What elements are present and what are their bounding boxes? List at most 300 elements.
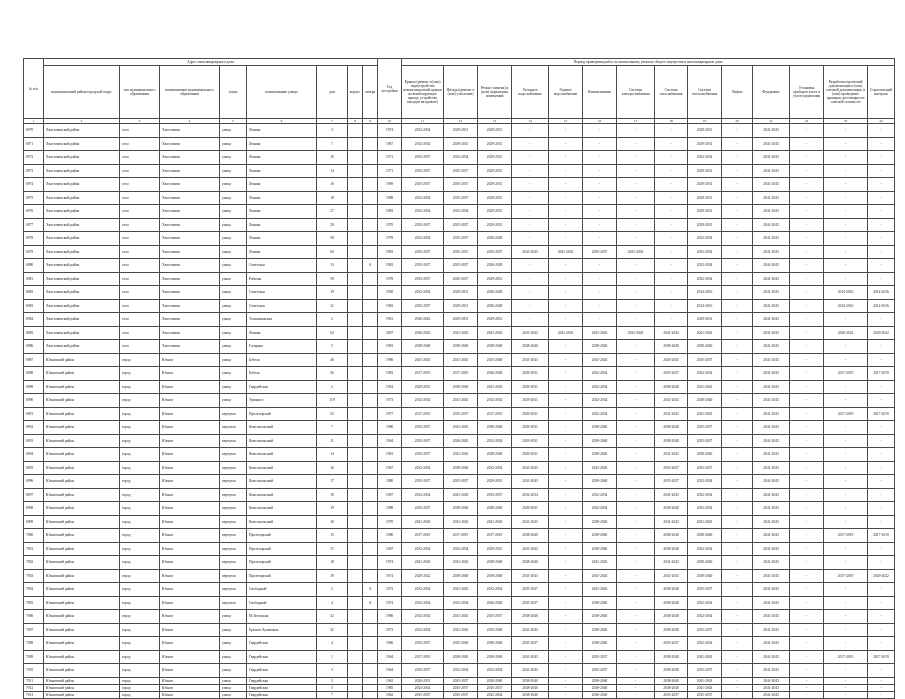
column-number-cell: 6 (247, 119, 317, 124)
table-cell: 2038-2040 (655, 502, 688, 516)
table-cell (348, 124, 363, 138)
table-cell: город (120, 583, 160, 597)
table-cell: 7 (317, 137, 348, 151)
table-cell: 2038-2040 (655, 596, 688, 610)
table-cell: 2035-2037 (688, 421, 722, 435)
table-cell: - (583, 313, 617, 327)
table-cell: - (868, 353, 895, 367)
table-cell: - (722, 610, 753, 624)
table-cell: - (583, 259, 617, 273)
table-cell: Юхнов (160, 515, 220, 529)
table-cell: 1974 (378, 556, 402, 570)
table-cell: 2032-2034 (402, 205, 444, 219)
table-cell: город (120, 380, 160, 394)
table-row (24, 542, 895, 556)
table-cell: Хвастовичи (160, 151, 220, 165)
table-cell (348, 583, 363, 597)
table-cell: 1974 (378, 596, 402, 610)
table-cell: 2035-2037 (444, 691, 478, 698)
table-cell (348, 164, 363, 178)
table-cell: город (120, 569, 160, 583)
table-cell: - (617, 218, 655, 232)
table-row (24, 272, 895, 286)
table-cell: 2041-2043 (549, 245, 583, 259)
table-cell: 2041-2043 (753, 164, 790, 178)
table-cell: - (868, 556, 895, 570)
table-cell: 2041-2043 (753, 326, 790, 340)
table-cell: 1993 (378, 245, 402, 259)
table-cell: Тельмановская (247, 313, 317, 327)
column-number-cell: 12 (444, 119, 478, 124)
table-cell: 2041-2043 (444, 623, 478, 637)
table-cell: 2041-2043 (444, 448, 478, 462)
table-cell: 119 (317, 394, 348, 408)
table-cell: - (790, 245, 824, 259)
column-number-cell: 14 (512, 119, 549, 124)
table-cell: Юхнов (160, 367, 220, 381)
table-cell: - (824, 623, 868, 637)
table-cell: - (655, 164, 688, 178)
table-cell: город (120, 596, 160, 610)
table-cell: 2041-2043 (753, 340, 790, 354)
table-cell: город (120, 421, 160, 435)
table-cell: - (583, 178, 617, 192)
table-cell: - (512, 272, 549, 286)
table-cell: - (824, 137, 868, 151)
table-cell: 2038-2040 (655, 677, 688, 684)
table-cell: А (363, 259, 378, 273)
table-cell: Юхновский район (44, 448, 120, 462)
table-cell: 1973 (378, 394, 402, 408)
table-cell: - (655, 272, 688, 286)
table-cell: - (790, 691, 824, 698)
table-cell: - (868, 340, 895, 354)
table-cell: 2029-2031 (444, 286, 478, 300)
table-cell: город (120, 691, 160, 698)
table-cell: улица (220, 691, 247, 698)
table-cell: - (549, 218, 583, 232)
table-cell: 2038-2040 (478, 637, 512, 651)
table-cell: Юхновский район (44, 515, 120, 529)
table-cell: переулок (220, 475, 247, 489)
table-cell: 2026-2028 (478, 596, 512, 610)
table-row (24, 326, 895, 340)
table-cell: 1978 (378, 272, 402, 286)
table-cell: 32 (317, 623, 348, 637)
table-cell: 2038-2040 (655, 650, 688, 664)
table-cell: 2032-2034 (688, 610, 722, 624)
table-cell: Пролетарский (247, 569, 317, 583)
table-cell: 2029-2031 (444, 137, 478, 151)
table-cell: - (583, 137, 617, 151)
table-cell: село (120, 178, 160, 192)
table-cell: - (868, 542, 895, 556)
table-cell: - (583, 232, 617, 246)
table-cell (363, 488, 378, 502)
table-cell: 2041-2043 (512, 542, 549, 556)
table-cell: 2032-2034 (402, 124, 444, 138)
repair-period-group-header: Период проведения работ по капитальному ремонту общего имущества в многоквартирном доме (402, 59, 895, 66)
table-cell: 2035-2037 (402, 218, 444, 232)
table-cell: 2035-2037 (655, 475, 688, 489)
table-cell: 6974 (24, 178, 44, 192)
col-header-22: Установка приборов учета и узлов управления (790, 66, 824, 119)
table-row (24, 596, 895, 610)
table-cell: 2020-2022 (402, 569, 444, 583)
table-cell: 2038-2040 (688, 448, 722, 462)
table-cell: - (617, 664, 655, 678)
table-cell: 2035-2040 (478, 623, 512, 637)
table-cell: 2041-2043 (753, 299, 790, 313)
table-cell: - (824, 340, 868, 354)
table-cell: Юхнов (160, 380, 220, 394)
table-cell (363, 610, 378, 624)
table-cell: 2032-2034 (402, 610, 444, 624)
table-cell: 2038-2040 (444, 502, 478, 516)
table-cell: 2035-2037 (444, 272, 478, 286)
table-cell: - (617, 421, 655, 435)
table-cell: 2035-2037 (583, 245, 617, 259)
table-cell: 2032-2034 (444, 664, 478, 678)
table-cell: 2038-2040 (478, 448, 512, 462)
table-cell: Хвастовичский район (44, 259, 120, 273)
table-cell: 2041-2043 (753, 461, 790, 475)
table-cell: Юхнов (160, 353, 220, 367)
table-cell: Гагарина (247, 340, 317, 354)
table-cell: улица (220, 137, 247, 151)
table-cell: 2017-2019 (824, 650, 868, 664)
table-cell: 7 (317, 691, 348, 698)
table-cell: Юхнов (160, 623, 220, 637)
table-cell (363, 394, 378, 408)
column-number-cell: 19 (688, 119, 722, 124)
table-cell: - (722, 556, 753, 570)
table-cell: 40 (317, 353, 348, 367)
table-cell: 10 (317, 151, 348, 165)
table-cell: улица (220, 313, 247, 327)
table-cell (348, 596, 363, 610)
table-cell (348, 259, 363, 273)
table-cell: - (583, 151, 617, 165)
table-cell: 2032-2034 (583, 367, 617, 381)
table-cell: город (120, 461, 160, 475)
table-cell: 1993 (378, 340, 402, 354)
table-cell: 2029-2031 (478, 164, 512, 178)
table-cell: 2026-2028 (478, 232, 512, 246)
table-cell: - (722, 299, 753, 313)
table-cell: 2035-2037 (688, 461, 722, 475)
table-cell: улица (220, 637, 247, 651)
table-cell: - (512, 218, 549, 232)
table-cell: 2029-2031 (688, 164, 722, 178)
col-header-15: Горячее водоснабжение (549, 66, 583, 119)
table-cell: - (583, 164, 617, 178)
table-cell: 2035-2037 (688, 623, 722, 637)
table-cell: - (790, 394, 824, 408)
table-cell: Хвастовичский район (44, 232, 120, 246)
table-cell (348, 650, 363, 664)
table-cell: 2032-2034 (583, 380, 617, 394)
table-cell: - (790, 326, 824, 340)
table-row (24, 353, 895, 367)
table-cell: - (549, 299, 583, 313)
table-cell: - (722, 326, 753, 340)
table-cell: 2032-2034 (444, 205, 478, 219)
table-cell: Хвастовичский район (44, 326, 120, 340)
table-cell: 2020-2022 (868, 326, 895, 340)
table-cell: Ленина (247, 164, 317, 178)
table-cell: 1966 (378, 637, 402, 651)
column-number-cell: 15 (549, 119, 583, 124)
table-cell: - (824, 502, 868, 516)
table-cell: - (549, 380, 583, 394)
table-cell: переулок (220, 421, 247, 435)
capital-repair-table-sheet (23, 58, 894, 699)
table-cell (363, 677, 378, 684)
table-row (24, 623, 895, 637)
table-cell: 19 (317, 569, 348, 583)
table-cell: - (790, 488, 824, 502)
table-cell: Ленина (247, 326, 317, 340)
table-cell: Хвастовичи (160, 164, 220, 178)
table-cell: 4 (317, 637, 348, 651)
table-cell: 2041-2043 (444, 583, 478, 597)
table-cell: 2038-2040 (583, 677, 617, 684)
table-cell: Хвастовичский район (44, 299, 120, 313)
table-cell: - (512, 259, 549, 273)
table-cell: - (583, 124, 617, 138)
table-cell (363, 664, 378, 678)
table-cell: село (120, 218, 160, 232)
table-cell: 2038-2040 (583, 448, 617, 462)
table-cell: 2038-2040 (478, 677, 512, 684)
col-header-10: Год постройки (378, 59, 402, 119)
table-cell: - (868, 394, 895, 408)
table-cell: переулок (220, 583, 247, 597)
table-cell: 2026-2028 (478, 299, 512, 313)
column-number-cell: 8 (348, 119, 363, 124)
table-cell: 58 (317, 232, 348, 246)
table-cell: 2035-2037 (444, 259, 478, 273)
table-cell: город (120, 407, 160, 421)
table-cell: 4 (317, 596, 348, 610)
table-cell: - (549, 164, 583, 178)
table-cell: - (868, 664, 895, 678)
table-cell: 2041-2043 (753, 664, 790, 678)
table-cell: 2035-2040 (444, 637, 478, 651)
table-cell: 2041-2043 (753, 583, 790, 597)
table-cell: переулок (220, 569, 247, 583)
table-cell: - (824, 394, 868, 408)
table-cell: Хвастовичи (160, 340, 220, 354)
table-cell: - (722, 583, 753, 597)
table-cell: - (868, 691, 895, 698)
table-cell (363, 502, 378, 516)
table-cell: Юхновский район (44, 650, 120, 664)
table-cell: 7012 (24, 684, 44, 691)
table-cell: Юхновский район (44, 542, 120, 556)
table-cell: - (549, 286, 583, 300)
table-cell: улица (220, 326, 247, 340)
table-cell (363, 448, 378, 462)
table-cell: - (583, 218, 617, 232)
table-cell: - (722, 394, 753, 408)
table-cell: - (790, 677, 824, 684)
table-cell: 1981 (378, 448, 402, 462)
table-cell: 7000 (24, 529, 44, 543)
table-cell: 6972 (24, 151, 44, 165)
table-cell: Юхновский район (44, 596, 120, 610)
table-cell: улица (220, 650, 247, 664)
table-cell: - (824, 596, 868, 610)
table-cell: 2041-2043 (688, 380, 722, 394)
table-cell: 1962 (378, 677, 402, 684)
table-cell: 2038-2040 (688, 529, 722, 543)
table-cell: 2032-2034 (688, 259, 722, 273)
table-cell (363, 529, 378, 543)
table-cell: Юхнов (160, 542, 220, 556)
table-cell: 3 (317, 124, 348, 138)
column-number-cell: 5 (220, 119, 247, 124)
table-cell: 2035-2037 (688, 434, 722, 448)
table-cell: город (120, 664, 160, 678)
table-cell: 2026-2028 (478, 259, 512, 273)
table-cell: 2041-2043 (402, 515, 444, 529)
table-row (24, 124, 895, 138)
table-cell: 2032-2034 (688, 151, 722, 165)
table-cell: 2041-2043 (444, 610, 478, 624)
table-cell: переулок (220, 407, 247, 421)
table-cell: улица (220, 623, 247, 637)
table-cell: 16 (317, 461, 348, 475)
table-cell: 2017-2019 (824, 367, 868, 381)
table-cell: 1982 (378, 259, 402, 273)
table-cell: 2038-2040 (444, 461, 478, 475)
table-cell (363, 434, 378, 448)
table-cell: - (790, 448, 824, 462)
table-cell (348, 245, 363, 259)
table-cell: 2029-2031 (512, 434, 549, 448)
table-cell: Ленина (247, 191, 317, 205)
table-cell: 2038-2040 (512, 529, 549, 543)
table-cell: 18 (317, 556, 348, 570)
table-cell (363, 407, 378, 421)
table-cell: - (790, 340, 824, 354)
table-cell: 2032-2034 (478, 461, 512, 475)
table-cell: 6998 (24, 502, 44, 516)
table-cell: 2041-2043 (753, 691, 790, 698)
table-cell: - (722, 367, 753, 381)
table-cell: 2041-2043 (402, 556, 444, 570)
table-cell (348, 515, 363, 529)
table-cell: 2032-2034 (478, 394, 512, 408)
table-cell: 2041-2043 (512, 515, 549, 529)
table-cell: 2041-2043 (583, 326, 617, 340)
table-cell: 2041-2043 (753, 569, 790, 583)
table-cell: Юхнов (160, 407, 220, 421)
table-cell: Хвастовичский район (44, 313, 120, 327)
column-number-cell: 7 (317, 119, 348, 124)
table-row (24, 313, 895, 327)
table-cell: 6988 (24, 367, 44, 381)
column-number-cell: 23 (824, 119, 868, 124)
table-cell: 2035-2037 (478, 488, 512, 502)
table-cell: 2041-2043 (444, 353, 478, 367)
table-cell: 2035-2037 (402, 259, 444, 273)
table-cell: 2 (317, 313, 348, 327)
table-cell: 2041-2043 (753, 232, 790, 246)
table-cell: 2041-2043 (512, 475, 549, 489)
table-cell: - (790, 299, 824, 313)
table-cell (348, 151, 363, 165)
table-cell: - (824, 637, 868, 651)
table-cell: 6996 (24, 475, 44, 489)
table-cell (348, 461, 363, 475)
table-cell: 6976 (24, 205, 44, 219)
table-cell: 2041-2043 (655, 515, 688, 529)
table-cell: 1974 (378, 569, 402, 583)
table-cell: - (824, 542, 868, 556)
table-cell: 2032-2034 (688, 475, 722, 489)
table-cell: 2038-2040 (655, 583, 688, 597)
table-cell: 2032-2034 (583, 488, 617, 502)
table-cell (348, 286, 363, 300)
table-cell: - (549, 421, 583, 435)
table-cell: Хвастовичский район (44, 178, 120, 192)
table-cell: Пролетарский (247, 542, 317, 556)
table-cell: 2026-2043 (444, 434, 478, 448)
col-header-23: Разработка проектной документации и (или) сметной документации, и (или) проведение проверки достоверности сметной стоимости (824, 66, 868, 119)
table-cell: Юхнов (160, 684, 220, 691)
table-cell: 2038-2040 (583, 623, 617, 637)
table-cell (363, 191, 378, 205)
table-cell: 14 (317, 448, 348, 462)
table-cell: 19 (317, 286, 348, 300)
table-cell: 2029-2031 (688, 178, 722, 192)
table-row (24, 164, 895, 178)
table-cell: - (790, 232, 824, 246)
table-cell: село (120, 259, 160, 273)
table-cell: Хвастовичи (160, 272, 220, 286)
table-cell: 2026-2045 (655, 353, 688, 367)
table-cell: - (583, 286, 617, 300)
table-cell: - (824, 205, 868, 219)
table-cell: - (824, 313, 868, 327)
table-cell: 2032-2034 (402, 684, 444, 691)
table-cell: Ленина (247, 178, 317, 192)
table-cell: 2017-2019 (444, 529, 478, 543)
table-cell: - (824, 515, 868, 529)
table-cell: Юхновский район (44, 569, 120, 583)
table-cell: село (120, 340, 160, 354)
row-number-header: № п/п (24, 59, 44, 119)
table-cell: - (722, 448, 753, 462)
table-cell: - (722, 421, 753, 435)
table-cell: Советская (247, 286, 317, 300)
table-cell: Гвардейская (247, 691, 317, 698)
table-cell (363, 691, 378, 698)
table-cell: село (120, 151, 160, 165)
table-cell: - (824, 272, 868, 286)
table-cell: 2032-2034 (688, 502, 722, 516)
table-cell: Свободный (247, 596, 317, 610)
table-cell: 2029-2031 (444, 313, 478, 327)
table-cell: - (868, 124, 895, 138)
table-cell: улица (220, 380, 247, 394)
table-cell: 2041-2043 (478, 380, 512, 394)
table-cell: 2029-2031 (478, 272, 512, 286)
table-cell: Юхновский район (44, 380, 120, 394)
